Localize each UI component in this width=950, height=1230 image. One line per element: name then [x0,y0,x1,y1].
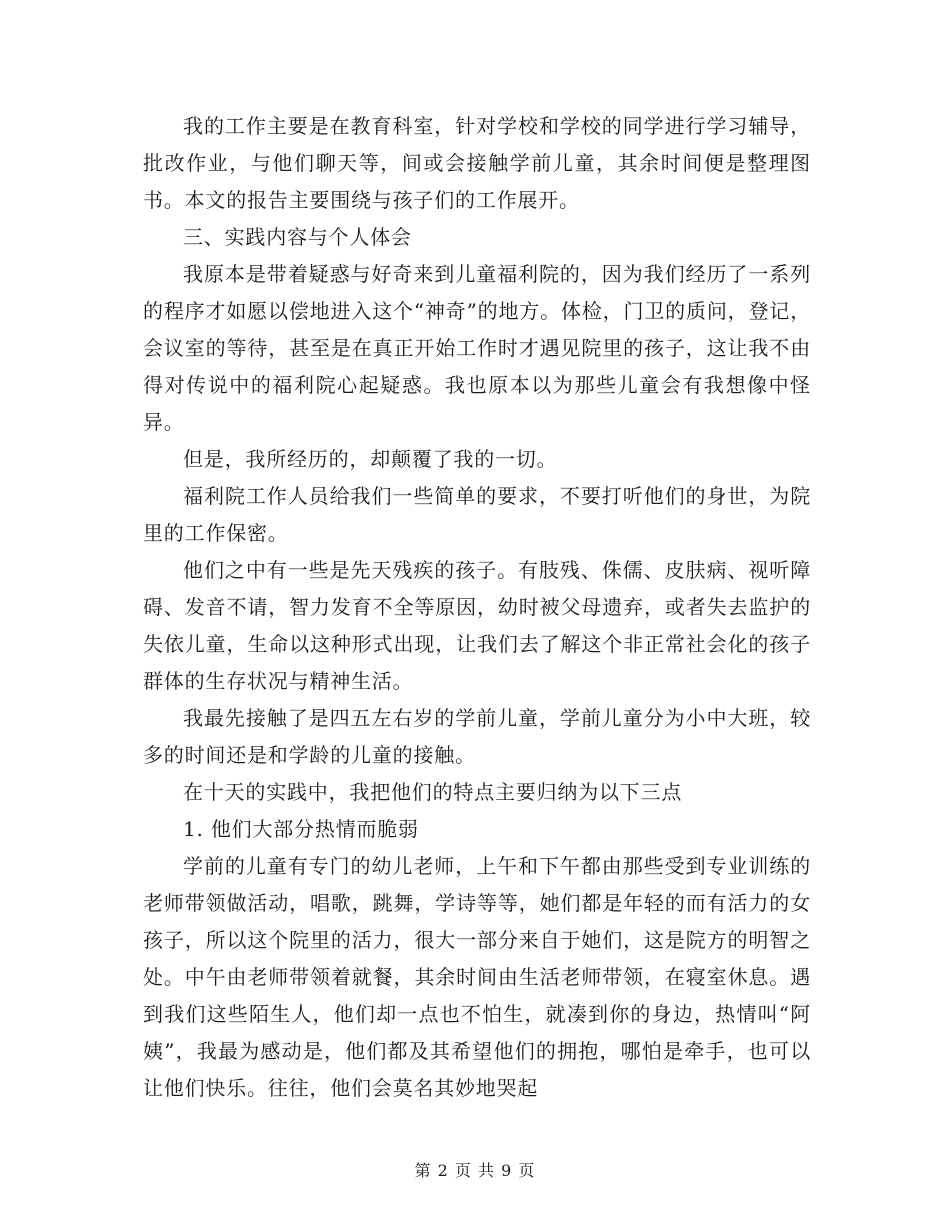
paragraph-preschool-contact: 我最先接触了是四五左右岁的学前儿童，学前儿童分为小中大班，较多的时间还是和学龄的儿童的接触。 [143,706,811,767]
page-number-footer: 第 2 页 共 9 页 [414,1161,536,1180]
paragraph-work-description: 我的工作主要是在教育科室，针对学校和学校的同学进行学习辅导，批改作业，与他们聊天等，间或会接触学前儿童，其余时间便是整理图书。本文的报告主要围绕与孩子们的工作展开。 [143,114,811,212]
document-body [143,108,811,1107]
section-heading-practice: 三、实践内容与个人体会 [183,225,412,249]
paragraph-children-background: 他们之中有一些是先天残疾的孩子。有肢残、侏儒、皮肤病、视听障碍、发音不请，智力发育不全等原因，幼时被父母遗弃，或者失去监护的失依儿童，生命以这种形式出现，让我们去了解这个非正常社会化的孩子群体的生存状况与精神生活。 [143,558,811,693]
paragraph-preschool-teachers: 学前的儿童有专门的幼儿老师，上午和下午都由那些受到专业训练的老师带领做活动，唱歌，跳舞，学诗等等，她们都是年轻的而有活力的女孩子，所以这个院里的活力，很大一部分来自于她们，这是院方的明智之处。中午由老师带领着就餐，其余时间由生活老师带领，在寝室休息。遇到我们这些陌生人，他们却一点也不怕生，就凑到你的身边，热情叫“阿姨”，我最为感动是，他们都及其希望他们的拥抱，哪怕是牵手，也可以让他们快乐。往往，他们会莫名其妙地哭起 [143,854,811,1100]
subheading-point-one: 1. 他们大部分热情而脆弱 [183,817,419,841]
paragraph-initial-doubt: 我原本是带着疑惑与好奇来到儿童福利院的，因为我们经历了一系列的程序才如愿以偿地进入这个“神奇”的地方。体检，门卫的质问，登记，会议室的等待，甚至是在真正开始工作时才遇见院里的孩子，这让我不由得对传说中的福利院心起疑惑。我也原本以为那些儿童会有我想像中怪异。 [143,262,811,434]
paragraph-turning-point: 但是，我所经历的，却颠覆了我的一切。 [183,447,558,471]
paragraph-requirements: 福利院工作人员给我们一些简单的要求，不要打听他们的身世，为院里的工作保密。 [143,484,811,545]
paragraph-three-points-intro: 在十天的实践中，我把他们的特点主要归纳为以下三点 [183,780,683,804]
